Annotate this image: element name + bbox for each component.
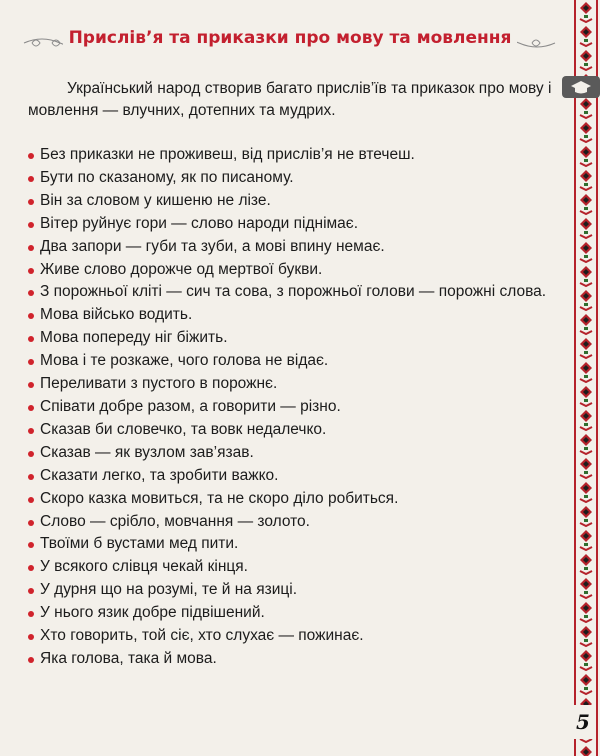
list-item: Живе слово дорожче од мертвої букви. — [28, 259, 563, 282]
bullet-icon — [28, 313, 34, 319]
list-item: Співати добре разом, а говорити — різно. — [28, 396, 563, 419]
list-item: У дурня що на розумі, те й на язиці. — [28, 579, 563, 602]
bullet-icon — [28, 497, 34, 503]
list-item: Сказати легко, та зробити важко. — [28, 465, 563, 488]
bullet-icon — [28, 359, 34, 365]
list-item: Твоїми б вустами мед пити. — [28, 533, 563, 556]
bullet-icon — [28, 634, 34, 640]
list-item: З порожньої кліті — сич та сова, з порожньої голови — порожні слова. — [28, 281, 563, 304]
bullet-icon — [28, 657, 34, 663]
bullet-icon — [28, 245, 34, 251]
intro-paragraph: Український народ створив багато прислів’їв та приказок про мову і мовлення — влучних, дотепних та мудрих. — [28, 80, 552, 119]
embroidery-border — [572, 0, 600, 756]
list-item: Вітер руйнує гори — слово народи піднімає. — [28, 213, 563, 236]
bullet-icon — [28, 520, 34, 526]
page-number: 5 — [572, 705, 594, 739]
bullet-icon — [28, 428, 34, 434]
bullet-icon — [28, 222, 34, 228]
proverb-list — [28, 144, 563, 671]
bullet-icon — [28, 290, 34, 296]
list-item: Яка голова, така й мова. — [28, 648, 563, 671]
list-item: У всякого слівця чекай кінця. — [28, 556, 563, 579]
list-item: Два запори — губи та зуби, а мові впину немає. — [28, 236, 563, 259]
list-item: Мова військо водить. — [28, 304, 563, 327]
list-item: Слово — срібло, мовчання — золото. — [28, 511, 563, 534]
list-item: Без приказки не проживеш, від прислів’я не втечеш. — [28, 144, 563, 167]
bullet-icon — [28, 405, 34, 411]
list-item: Він за словом у кишеню не лізе. — [28, 190, 563, 213]
list-item: Хто говорить, той сіє, хто слухає — пожинає. — [28, 625, 563, 648]
bullet-icon — [28, 542, 34, 548]
bullet-icon — [28, 199, 34, 205]
bullet-icon — [28, 176, 34, 182]
bullet-icon — [28, 382, 34, 388]
bullet-icon — [28, 268, 34, 274]
list-item: Мова попереду ніг біжить. — [28, 327, 563, 350]
bullet-icon — [28, 588, 34, 594]
bullet-icon — [28, 474, 34, 480]
page-title: Прислів’я та приказки про мову та мовлення — [0, 28, 580, 48]
graduation-cap-icon — [562, 72, 600, 102]
list-item: Скоро казка мовиться, та не скоро діло робиться. — [28, 488, 563, 511]
bullet-icon — [28, 451, 34, 457]
list-item: Переливати з пустого в порожнє. — [28, 373, 563, 396]
bullet-icon — [28, 565, 34, 571]
bullet-icon — [28, 336, 34, 342]
bullet-icon — [28, 153, 34, 159]
list-item: Сказав би словечко, та вовк недалечко. — [28, 419, 563, 442]
list-item: Бути по сказаному, як по писаному. — [28, 167, 563, 190]
list-item: Мова і те розкаже, чого голова не відає. — [28, 350, 563, 373]
list-item: Сказав — як вузлом зав’язав. — [28, 442, 563, 465]
bullet-icon — [28, 611, 34, 617]
list-item: У нього язик добре підвішений. — [28, 602, 563, 625]
